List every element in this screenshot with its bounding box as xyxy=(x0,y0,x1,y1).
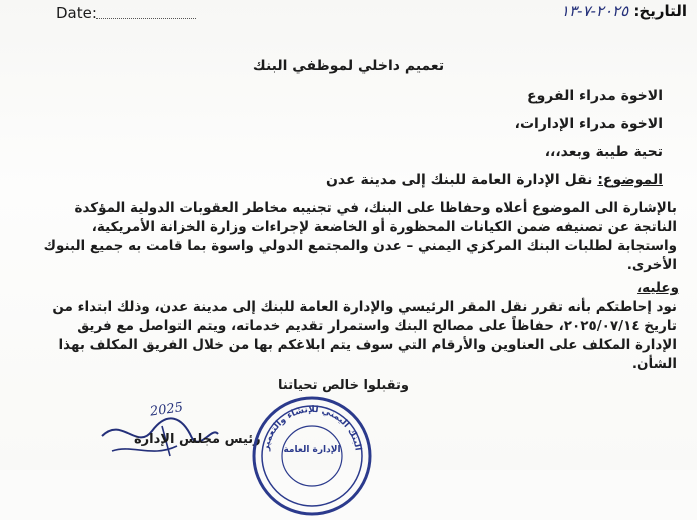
circular-title: تعميم داخلي لموظفي البنك xyxy=(252,58,445,74)
bank-stamp xyxy=(248,392,376,520)
date-label: Date: xyxy=(56,4,97,22)
paragraph1-line2: الناتجة عن تصنيفه ضمن الكيانات المحظورة أو الخاضعة لإجراءات وزارة الخزانة الأمريكية، xyxy=(91,219,677,235)
greeting: تحية طيبة وبعد،،، xyxy=(544,144,663,160)
therefore-label: وعليه، xyxy=(637,280,679,296)
recipient-departments: الاخوة مدراء الإدارات، xyxy=(514,116,663,132)
paragraph2-line4: الشأن. xyxy=(631,356,677,372)
signatory-title: رئيس مجلس الإدارة xyxy=(134,432,261,447)
date-dotted-line xyxy=(96,18,196,19)
paragraph2-line1: نود إحاطتكم بأنه تقرر نقل المقر الرئيسي والإدارة العامة للبنك إلى مدينة عدن، وذلك ابتداء من xyxy=(52,299,677,315)
subject-label: الموضوع: xyxy=(597,172,663,188)
arabic-date-value: ٢٠٢٥-٧-١٣ xyxy=(560,2,629,20)
paragraph1-line4: الأخرى. xyxy=(626,257,677,273)
paragraph2-line3: الإدارة المكلف على العناوين والأرقام التي سوف يتم ابلاغكم بها من خلال الفريق المكلف بهذا xyxy=(58,337,677,353)
stamp-arc-text: البنك اليمني للإنشاء والتعمير xyxy=(261,404,363,452)
stamp-center-text: الإدارة العامة xyxy=(283,445,341,455)
svg-text:2025: 2025 xyxy=(149,400,185,420)
recipient-branches: الاخوة مدراء الفروع xyxy=(527,88,663,104)
paragraph2-line2: تاريخ ٢٠٢٥/٠٧/١٤، حفاظاً على مصالح البنك واستمرار تقديم خدماته، ويتم التواصل مع فريق xyxy=(77,318,677,334)
signature-scribble xyxy=(92,396,222,466)
subject-text: نقل الإدارة العامة للبنك إلى مدينة عدن xyxy=(325,172,593,188)
arabic-date xyxy=(561,2,687,20)
paragraph1-line1: بالإشارة الى الموضوع أعلاه وحفاظا على البنك، في تجنيبه مخاطر العقوبات الدولية المؤكدة xyxy=(74,200,677,216)
paragraph1-line3: واستجابة لطلبات البنك المركزي اليمني – عدن والمجتمع الدولي واسوة بما قامت به جميع البنوك xyxy=(43,238,677,254)
arabic-date-label: التاريخ: xyxy=(633,2,687,20)
closing-line: وتقبلوا خالص تحياتنا xyxy=(278,378,409,393)
subject-line xyxy=(326,172,663,188)
